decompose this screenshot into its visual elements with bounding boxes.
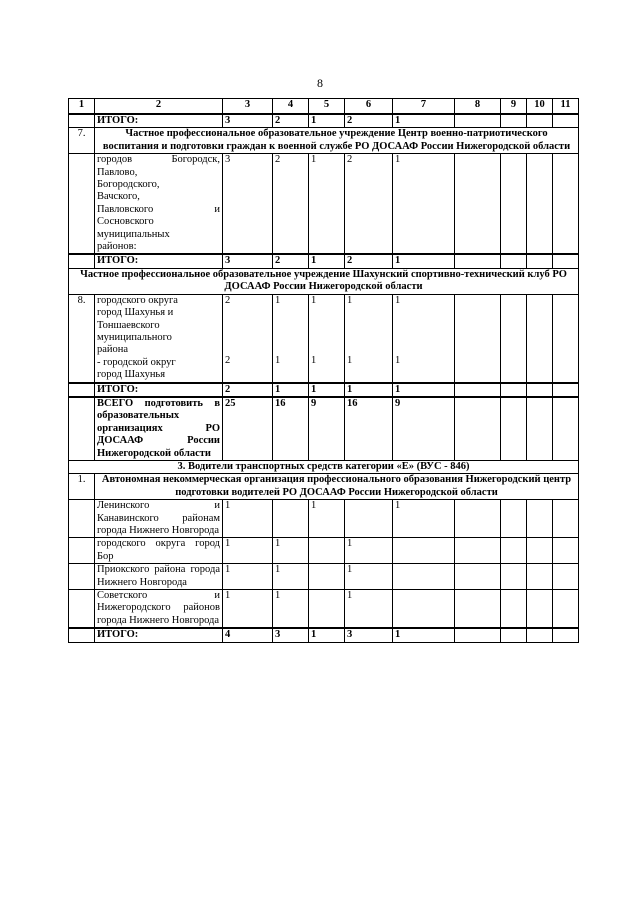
value-cell: 2 xyxy=(273,154,309,255)
value-cell: 1 xyxy=(393,500,455,538)
value-cell: 1 xyxy=(223,538,273,564)
col-header: 8 xyxy=(455,99,501,115)
section-title: 3. Водители транспортных средств категории «Е» (ВУС - 846) xyxy=(69,460,579,473)
value-cell: 3 xyxy=(273,628,309,642)
value-cell: 1 xyxy=(309,628,345,642)
table-row xyxy=(69,564,579,590)
value-cell: 1 xyxy=(393,254,455,268)
value-cell: 2 xyxy=(223,383,273,397)
row-number: 1. xyxy=(69,474,95,500)
value-cell: 1 1 xyxy=(345,294,393,382)
value-cell xyxy=(309,590,345,629)
value-cell: 1 xyxy=(309,254,345,268)
value-cell: 3 xyxy=(223,254,273,268)
value-cell: 1 xyxy=(223,500,273,538)
table-row xyxy=(69,590,579,629)
row-number: 8. xyxy=(69,294,95,382)
table-row xyxy=(69,500,579,538)
value-cell: 3 xyxy=(223,154,273,255)
col-header: 11 xyxy=(553,99,579,115)
value-cell: 1 xyxy=(393,114,455,128)
value-cell: 3 xyxy=(223,114,273,128)
value-cell: 1 1 xyxy=(393,294,455,382)
value-cell: 1 xyxy=(273,538,309,564)
value-cell: 2 xyxy=(345,114,393,128)
section-heading-row xyxy=(69,460,579,473)
total-row xyxy=(69,628,579,642)
col-header: 6 xyxy=(345,99,393,115)
value-cell: 1 xyxy=(393,628,455,642)
organization-title: Автономная некоммерческая организация профессионального образования Нижегородский центр подготовки водителей РО ДОСААФ России Нижегородской области xyxy=(95,474,579,500)
col-header: 10 xyxy=(527,99,553,115)
value-cell: 1 xyxy=(223,590,273,629)
value-cell: 4 xyxy=(223,628,273,642)
total-row xyxy=(69,383,579,397)
col-header: 7 xyxy=(393,99,455,115)
col-header: 1 xyxy=(69,99,95,115)
col-header: 5 xyxy=(309,99,345,115)
value-cell xyxy=(309,564,345,590)
district-cell: Советского и Нижегородского районов города Нижнего Новгорода xyxy=(95,590,223,629)
table-row xyxy=(69,538,579,564)
table-row xyxy=(69,154,579,255)
value-cell: 1 xyxy=(223,564,273,590)
total-label: ИТОГО: xyxy=(95,628,223,642)
value-cell: 9 xyxy=(309,397,345,461)
value-cell: 1 1 xyxy=(273,294,309,382)
grand-total-label: ВСЕГО подготовить в образовательных организациях РО ДОСААФ России Нижегородской области xyxy=(95,397,223,461)
value-cell: 16 xyxy=(345,397,393,461)
organization-title: Частное профессиональное образовательное учреждение Центр военно-патриотического воспитания и подготовки граждан к военной службе РО ДОСААФ России Нижегородской области xyxy=(95,128,579,154)
value-cell xyxy=(393,538,455,564)
district-cell: Ленинского и Канавинского районам города Нижнего Новгорода xyxy=(95,500,223,538)
page-number: 8 xyxy=(317,76,323,90)
value-cell: 2 2 xyxy=(223,294,273,382)
value-cell: 1 xyxy=(345,383,393,397)
organization-heading-row xyxy=(69,128,579,154)
table-row xyxy=(69,294,579,382)
organization-heading-row xyxy=(69,268,579,294)
value-cell: 1 xyxy=(273,590,309,629)
value-cell xyxy=(309,538,345,564)
value-cell: 1 xyxy=(309,500,345,538)
total-row xyxy=(69,254,579,268)
total-row xyxy=(69,114,579,128)
value-cell xyxy=(393,564,455,590)
district-cell: городов Богородск, Павлово, Богородского, Вачского, Павловского и Сосновского муниципальных районов: xyxy=(95,154,223,255)
value-cell: 25 xyxy=(223,397,273,461)
district-cell: городского округа город Шахунья и Тоншаевского муниципального района - городской округ город Шахунья xyxy=(95,294,223,382)
value-cell: 1 xyxy=(345,590,393,629)
total-label: ИТОГО: xyxy=(95,383,223,397)
total-label: ИТОГО: xyxy=(95,254,223,268)
value-cell: 3 xyxy=(345,628,393,642)
col-header: 3 xyxy=(223,99,273,115)
value-cell: 2 xyxy=(345,154,393,255)
value-cell: 1 xyxy=(345,538,393,564)
value-cell: 1 xyxy=(345,564,393,590)
value-cell: 2 xyxy=(273,114,309,128)
col-header: 4 xyxy=(273,99,309,115)
value-cell: 2 xyxy=(273,254,309,268)
value-cell: 1 xyxy=(309,154,345,255)
value-cell: 1 1 xyxy=(309,294,345,382)
value-cell: 2 xyxy=(345,254,393,268)
organization-heading-row xyxy=(69,474,579,500)
value-cell: 1 xyxy=(393,154,455,255)
col-header: 9 xyxy=(501,99,527,115)
value-cell xyxy=(273,500,309,538)
value-cell xyxy=(345,500,393,538)
district-cell: городского округа город Бор xyxy=(95,538,223,564)
value-cell: 1 xyxy=(309,383,345,397)
row-number: 7. xyxy=(69,128,95,154)
value-cell: 1 xyxy=(309,114,345,128)
value-cell: 1 xyxy=(273,564,309,590)
grand-total-row xyxy=(69,397,579,461)
col-header: 2 xyxy=(95,99,223,115)
value-cell: 9 xyxy=(393,397,455,461)
distribution-table xyxy=(68,98,579,643)
district-cell: Приокского района города Нижнего Новгорода xyxy=(95,564,223,590)
header-row xyxy=(69,99,579,115)
value-cell: 1 xyxy=(273,383,309,397)
value-cell: 16 xyxy=(273,397,309,461)
total-label: ИТОГО: xyxy=(95,114,223,128)
value-cell: 1 xyxy=(393,383,455,397)
value-cell xyxy=(393,590,455,629)
organization-title: Частное профессиональное образовательное учреждение Шахунский спортивно-технический клуб РО ДОСААФ России Нижегородской области xyxy=(69,268,579,294)
